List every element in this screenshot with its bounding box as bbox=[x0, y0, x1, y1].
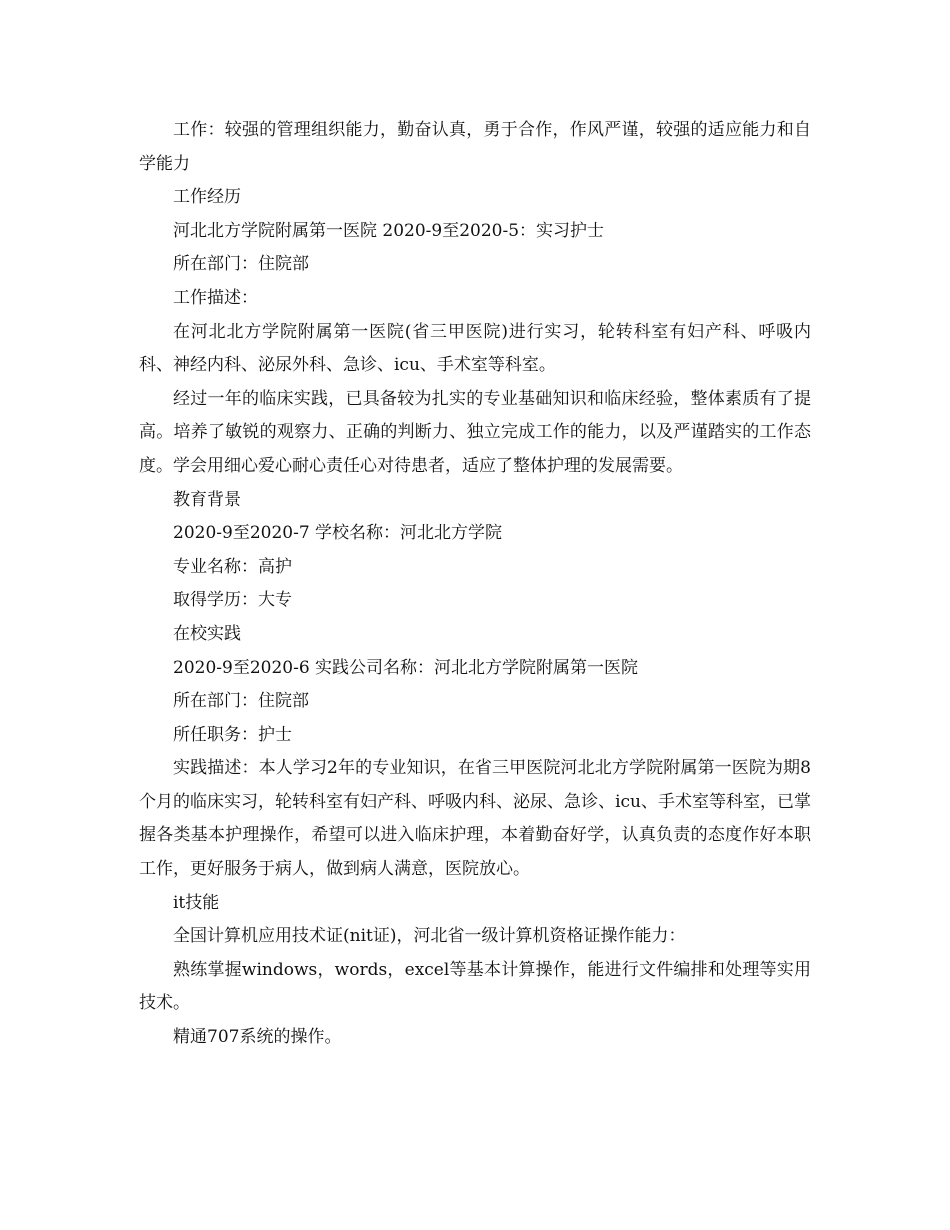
paragraph-practice-department: 所在部门：住院部 bbox=[173, 691, 309, 712]
paragraph-internship-rotation: 在河北北方学院附属第一医院(省三甲医院)进行实习，轮转科室有妇产科、呼吸内科、神经内科、泌尿外科、急诊、icu、手术室等科室。 bbox=[139, 321, 811, 376]
paragraph-practice-position: 所任职务：护士 bbox=[173, 724, 292, 745]
paragraph-software-skills: 熟练掌握windows，words，excel等基本计算操作，能进行文件编排和处理等实用技术。 bbox=[139, 959, 811, 1014]
paragraph-department: 所在部门：住院部 bbox=[173, 254, 309, 275]
heading-education: 教育背景 bbox=[173, 489, 241, 510]
heading-school-practice: 在校实践 bbox=[173, 623, 241, 644]
paragraph-hospital-period: 河北北方学院附属第一医院 2020-9至2020-5：实习护士 bbox=[173, 220, 605, 241]
paragraph-clinical-practice: 经过一年的临床实践，已具备较为扎实的专业基础知识和临床经验，整体素质有了提高。培养了敏锐的观察力、正确的判断力、独立完成工作的能力，以及严谨踏实的工作态度。学会用细心爱心耐心责任心对待患者，适应了整体护理的发展需要。 bbox=[139, 388, 811, 476]
paragraph-major: 专业名称：高护 bbox=[173, 556, 292, 577]
paragraph-practice-description: 实践描述：本人学习2年的专业知识，在省三甲医院河北北方学院附属第一医院为期8个月的临床实习，轮转科室有妇产科、呼吸内科、泌尿、急诊、icu、手术室等科室，已掌握各类基本护理操作，希望可以进入临床护理，本着勤奋好学，认真负责的态度作好本职工作，更好服务于病人，做到病人满意，医院放心。 bbox=[139, 758, 811, 880]
paragraph-certificate: 全国计算机应用技术证(nit证)，河北省一级计算机资格证操作能力： bbox=[173, 926, 686, 947]
paragraph-degree: 取得学历：大专 bbox=[173, 590, 292, 611]
paragraph-practice-company: 2020-9至2020-6 实践公司名称：河北北方学院附属第一医院 bbox=[173, 657, 639, 678]
paragraph-work-ability: 工作：较强的管理组织能力，勤奋认真，勇于合作，作风严谨，较强的适应能力和自学能力 bbox=[139, 120, 811, 174]
heading-work-experience: 工作经历 bbox=[173, 187, 241, 208]
paragraph-work-description-label: 工作描述： bbox=[173, 287, 258, 308]
paragraph-system-skill: 精通707系统的操作。 bbox=[173, 1027, 342, 1048]
heading-it-skills: it技能 bbox=[173, 892, 220, 913]
paragraph-school: 2020-9至2020-7 学校名称：河北北方学院 bbox=[173, 523, 503, 544]
